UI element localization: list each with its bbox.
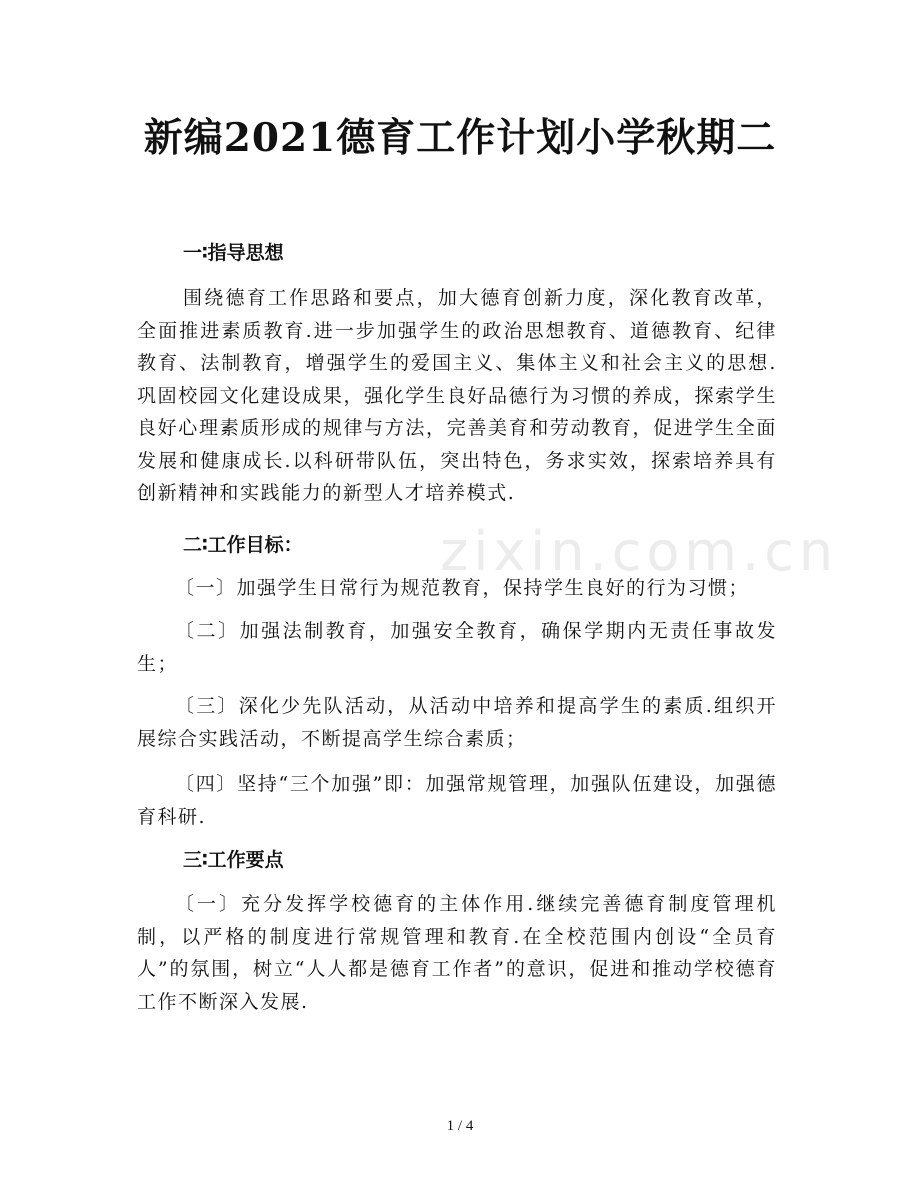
section-heading-work-points: 三∶工作要点 bbox=[183, 849, 284, 871]
watermark: zixin.com.cn bbox=[440, 520, 839, 583]
list-item-goal-3: 〔三〕深化少先队活动，从活动中培养和提高学生的素质.组织开展综合实践活动，不断提高学生综合素质； bbox=[137, 695, 777, 750]
page-indicator: 1 / 4 bbox=[446, 1118, 474, 1134]
document-title: 新编2021德育工作计划小学秋期二 bbox=[143, 115, 777, 161]
list-item-goal-4: 〔四〕坚持“三个加强”即：加强常规管理，加强队伍建设，加强德育科研. bbox=[137, 773, 777, 828]
list-item-point-1: 〔一〕充分发挥学校德育的主体作用.继续完善德育制度管理机制，以严格的制度进行常规管理和教育.在全校范围内创设“全员育人”的氛围，树立“人人都是德育工作者”的意识，促进和推动学校德育工作不断深入发展. bbox=[137, 893, 777, 1013]
list-item-goal-1: 〔一〕加强学生日常行为规范教育，保持学生良好的行为习惯； bbox=[175, 577, 750, 599]
list-item-goal-2: 〔二〕加强法制教育，加强安全教育，确保学期内无责任事故发生； bbox=[137, 620, 777, 675]
section-heading-work-goals: 二∶工作目标： bbox=[183, 534, 303, 556]
section-paragraph-guiding-ideology: 围绕德育工作思路和要点，加大德育创新力度，深化教育改革，全面推进素质教育.进一步加强学生的政治思想教育、道德教育、纪律教育、法制教育，增强学生的爱国主义、集体主义和社会主义的思想.巩固校园文化建设成果，强化学生良好品德行为习惯的养成，探索学生良好心理素质形成的规律与方法，完善美育和劳动教育，促进学生全面发展和健康成长.以科研带队伍，突出特色，务求实效，探索培养具有创新精神和实践能力的新型人才培养模式. bbox=[137, 287, 777, 504]
section-heading-guiding-ideology: 一∶指导思想 bbox=[183, 242, 284, 264]
